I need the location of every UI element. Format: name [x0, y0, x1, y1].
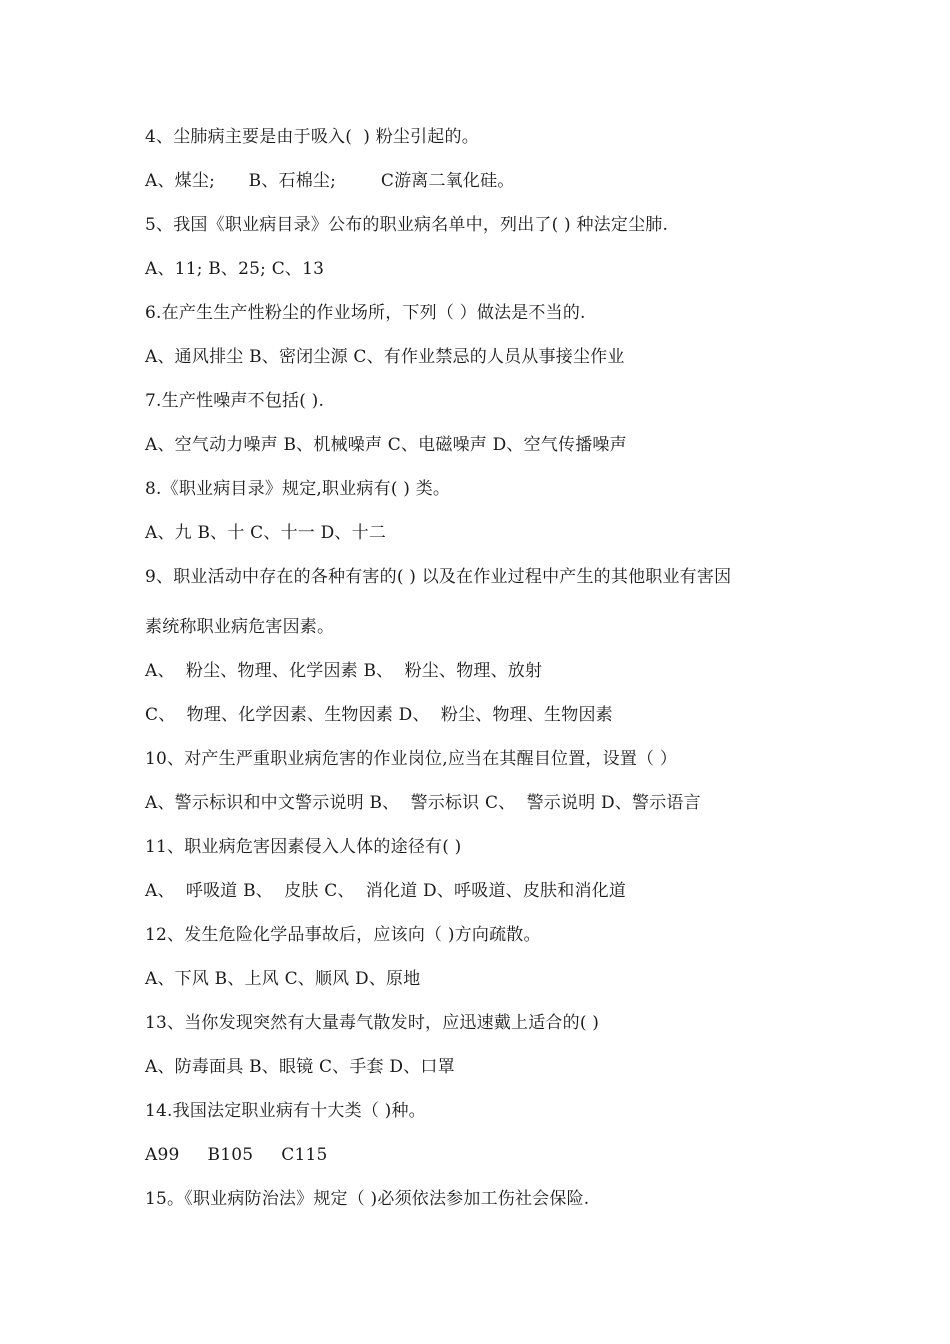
question-9-continued: 素统称职业病危害因素。 — [145, 617, 335, 637]
question-4: 4、尘肺病主要是由于吸入( ) 粉尘引起的。 — [145, 127, 479, 147]
question-10: 10、对产生严重职业病危害的作业岗位,应当在其醒目位置，设置（ ） — [145, 749, 678, 769]
question-8-options: A、九 B、十 C、十一 D、十二 — [145, 523, 387, 543]
question-13: 13、当你发现突然有大量毒气散发时，应迅速戴上适合的( ) — [145, 1013, 600, 1033]
question-13-options: A、防毒面具 B、眼镜 C、手套 D、口罩 — [145, 1057, 455, 1077]
question-10-options: A、警示标识和中文警示说明 B、 警示标识 C、 警示说明 D、警示语言 — [145, 793, 701, 813]
question-6-options: A、通风排尘 B、密闭尘源 C、有作业禁忌的人员从事接尘作业 — [145, 347, 625, 367]
question-4-options: A、煤尘; B、石棉尘; C游离二氧化硅。 — [145, 171, 515, 191]
question-7: 7.生产性噪声不包括( ). — [145, 391, 325, 411]
question-5-options: A、11; B、25; C、13 — [145, 259, 325, 279]
question-6: 6.在产生生产性粉尘的作业场所，下列（ ）做法是不当的. — [145, 303, 586, 323]
question-8: 8.《职业病目录》规定,职业病有( ) 类。 — [145, 479, 451, 499]
question-12-options: A、下风 B、上风 C、顺风 D、原地 — [145, 969, 421, 989]
question-9-options-a-b: A、 粉尘、物理、化学因素 B、 粉尘、物理、放射 — [145, 661, 543, 681]
question-14-options: A99 B105 C115 — [145, 1145, 328, 1165]
question-11: 11、职业病危害因素侵入人体的途径有( ) — [145, 837, 462, 857]
question-12: 12、发生危险化学品事故后，应该向（ )方向疏散。 — [145, 925, 541, 945]
question-7-options: A、空气动力噪声 B、机械噪声 C、电磁噪声 D、空气传播噪声 — [145, 435, 627, 455]
question-9-options-c-d: C、 物理、化学因素、生物因素 D、 粉尘、物理、生物因素 — [145, 705, 613, 725]
question-14: 14.我国法定职业病有十大类（ )种。 — [145, 1101, 426, 1121]
question-11-options: A、 呼吸道 B、 皮肤 C、 消化道 D、呼吸道、皮肤和消化道 — [145, 881, 627, 901]
question-15: 15。《职业病防治法》规定（ )必须依法参加工伤社会保险. — [145, 1189, 590, 1209]
question-9: 9、职业活动中存在的各种有害的( ) 以及在作业过程中产生的其他职业有害因 — [145, 567, 732, 587]
question-5: 5、我国《职业病目录》公布的职业病名单中，列出了( ) 种法定尘肺. — [145, 215, 669, 235]
